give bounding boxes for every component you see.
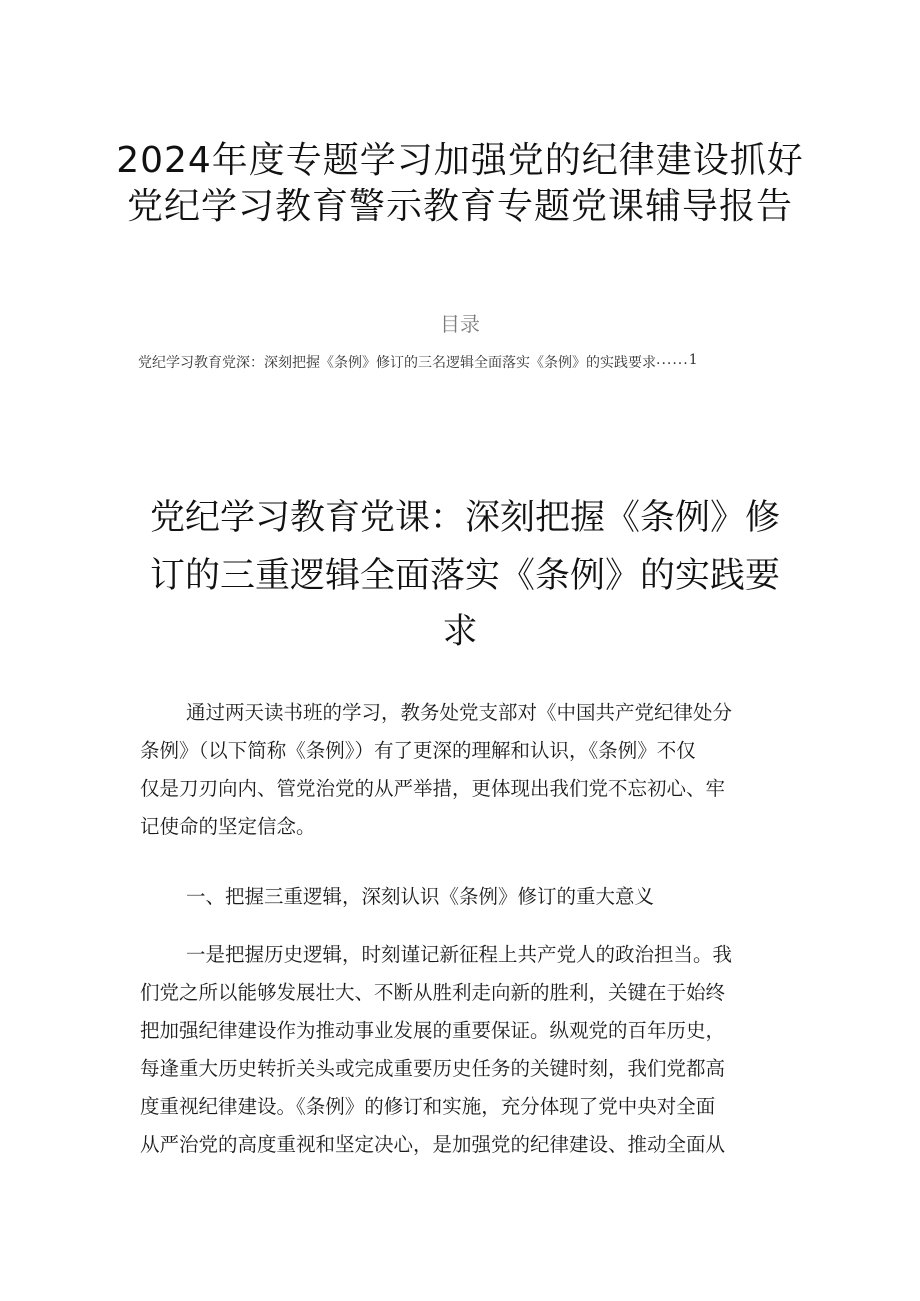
paragraph-line: 记使命的坚定信念。 <box>140 815 316 838</box>
toc-heading: 目录 <box>440 312 480 336</box>
toc-entry[interactable] <box>138 352 778 372</box>
paragraph-line: 通过两天读书班的学习，教务处党支部对《中国共产党纪律处分 <box>186 701 733 724</box>
body-paragraph-1 <box>140 694 800 846</box>
document-title-line-1: 2024年度专题学习加强党的纪律建设抓好 <box>116 140 804 181</box>
toc-entry-page-number: 1 <box>688 352 698 368</box>
toc-entry-leader: ...... <box>656 352 689 368</box>
toc-entry-text: 党纪学习教育党深：深刻把握《条例》修订的三名逻辑全面落实《条例》的实践要求 <box>138 355 656 371</box>
paragraph-line: 仅是刀刃向内、管党治党的从严举措，更体现出我们党不忘初心、牢 <box>140 777 726 800</box>
paragraph-line: 从严治党的高度重视和坚定决心，是加强党的纪律建设、推动全面从 <box>140 1133 726 1156</box>
paragraph-line: 每逢重大历史转折关头或完成重要历史任务的关键时刻，我们党都高 <box>140 1057 726 1080</box>
body-heading-1 <box>140 878 800 916</box>
body-paragraph-2 <box>140 936 800 1164</box>
section-title-line-3: 求 <box>442 612 478 652</box>
paragraph-line: 一是把握历史逻辑，时刻谨记新征程上共产党人的政治担当。我 <box>186 943 733 966</box>
document-title-line-2: 党纪学习教育警示教育专题党课辅导报告 <box>126 186 793 227</box>
section-title-line-1: 党纪学习教育党课：深刻把握《条例》修 <box>150 498 781 538</box>
section-title-line-2: 订的三重逻辑全面落实《条例》的实践要 <box>150 556 781 596</box>
paragraph-line: 条例》（以下简称《条例》）有了更深的理解和认识，《条例》不仅 <box>140 739 696 762</box>
paragraph-line: 把加强纪律建设作为推动事业发展的重要保证。纵观党的百年历史， <box>140 1019 726 1042</box>
paragraph-line: 们党之所以能够发展壮大、不断从胜利走向新的胜利，关键在于始终 <box>140 981 726 1004</box>
subheading-line: 一、把握三重逻辑，深刻认识《条例》修订的重大意义 <box>186 885 655 908</box>
paragraph-line: 度重视纪律建设。《条例》的修订和实施，充分体现了党中央对全面 <box>140 1095 716 1118</box>
